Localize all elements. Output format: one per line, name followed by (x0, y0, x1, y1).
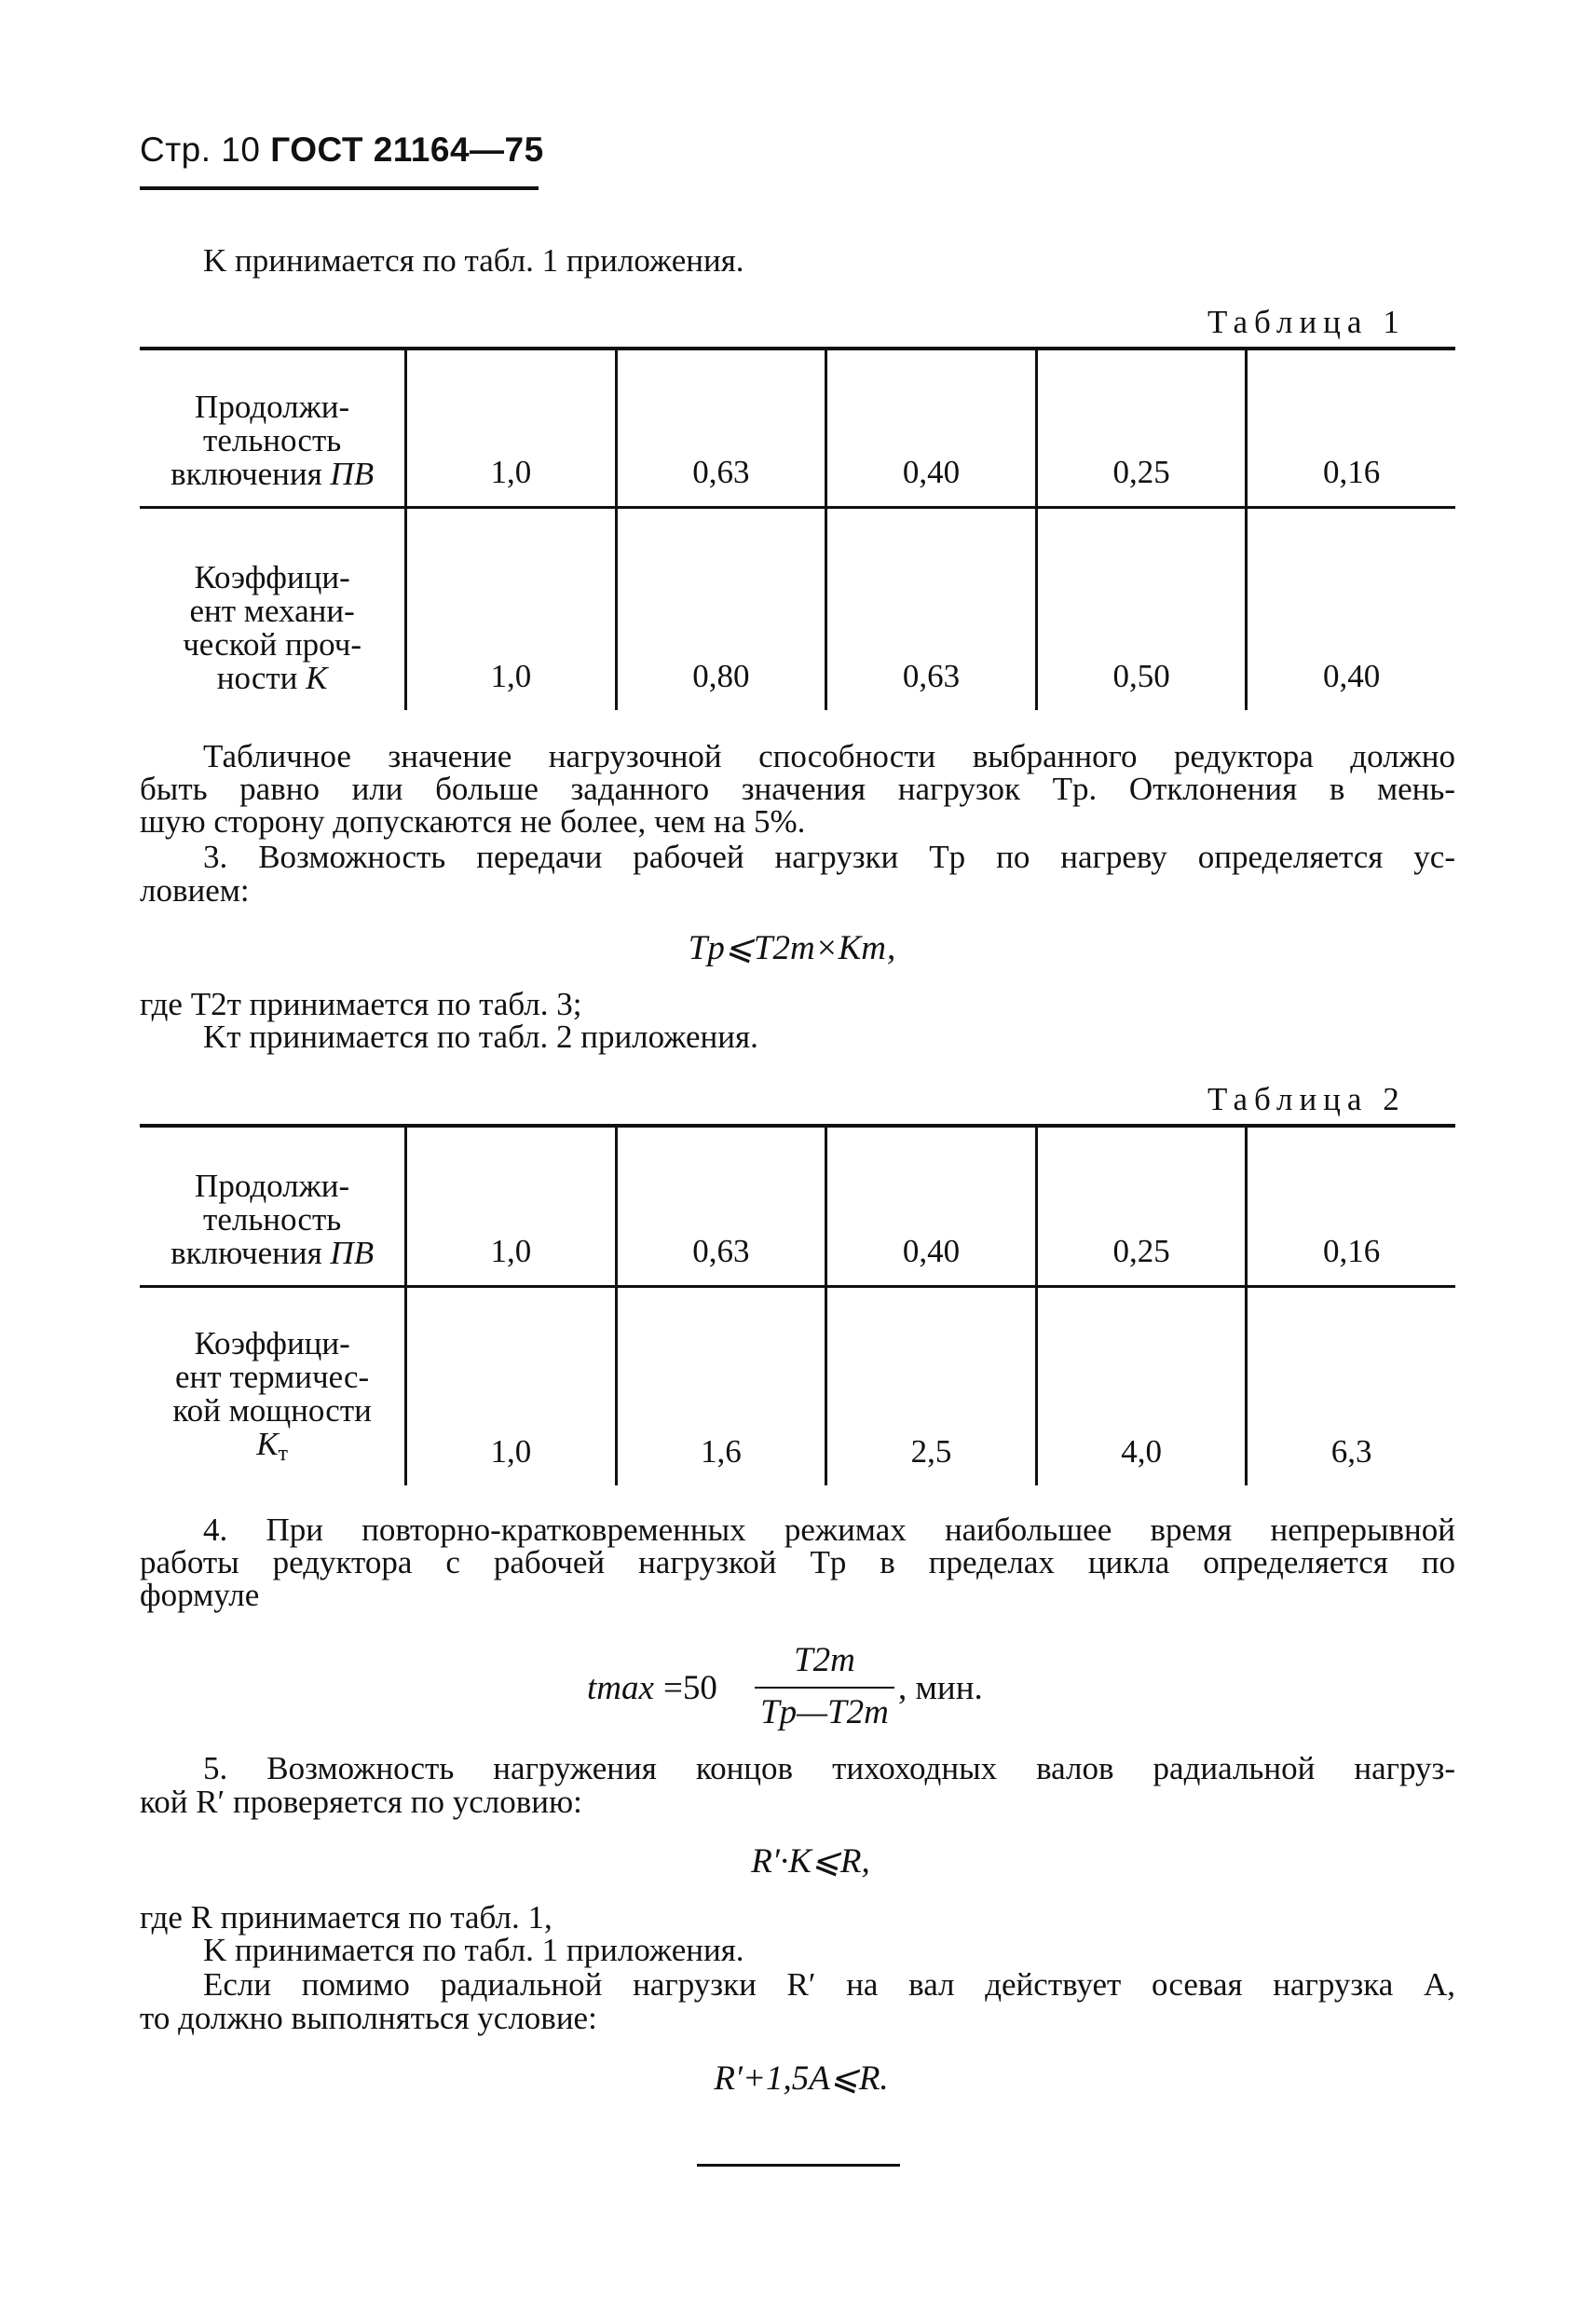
para-line: быть равно или больше заданного значения нагрузок Tр. Отклонения в мень- (140, 771, 1455, 807)
table2-cell: 0,16 (1247, 1126, 1455, 1286)
formula-axial (606, 2058, 997, 2099)
end-rule (697, 2164, 900, 2167)
formula-tmax-coef: =50 (663, 1669, 717, 1707)
item-3 (140, 841, 1455, 873)
table-1 (140, 347, 1455, 710)
table2-cell: 1,0 (406, 1126, 616, 1286)
item3-line: 3. Возможность передачи рабочей нагрузки Tр по нагреву определяется ус- (203, 839, 1455, 875)
table1-cell: 0,40 (1247, 507, 1455, 710)
table1-row-label: Коэффици- ент механи- ческой проч- ности K (140, 507, 406, 710)
item3-line-2: ловием: (140, 872, 250, 909)
table1-cell: 0,63 (826, 507, 1037, 710)
formula-tmax (587, 1640, 1025, 1733)
table1-cell: 0,63 (616, 349, 826, 507)
intro-line: K принимается по табл. 1 приложения. (203, 242, 744, 279)
table2-cell: 0,63 (616, 1126, 826, 1286)
page-header (140, 130, 544, 170)
formula-heat (596, 927, 988, 968)
where2-line: где R принимается по табл. 1, (140, 1899, 552, 1936)
formula-radial (615, 1840, 1006, 1881)
table-2 (140, 1124, 1455, 1485)
item-4 (140, 1513, 1455, 1579)
intro-text (203, 244, 744, 277)
table2-cell: 0,25 (1036, 1126, 1247, 1286)
table2-row-label: Коэффици- ент термичес- кой мощности $K_т$ (140, 1286, 406, 1485)
item-5 (140, 1752, 1455, 1785)
table1-row-duty (140, 349, 1455, 507)
where2-line: K принимается по табл. 1 приложения. (203, 1932, 744, 1968)
para-line: Табличное значение нагрузочной способности выбранного редуктора должно (203, 738, 1455, 774)
item5-line: 5. Возможность нагружения концов тихоходных валов радиальной нагруз- (203, 1750, 1455, 1786)
axial-line: Если помимо радиальной нагрузки R′ на вал действует осевая нагрузка A, (203, 1966, 1455, 2003)
standard-code: ГОСТ 21164—75 (270, 130, 544, 169)
table2-caption: Таблица 2 (1207, 1081, 1406, 1117)
item4-line-3: формуле (140, 1577, 260, 1613)
formula-radial-text: R′·K⩽R, (751, 1842, 870, 1881)
where1-line: Kт принимается по табл. 2 приложения. (203, 1019, 758, 1055)
table1-cell: 0,25 (1036, 349, 1247, 507)
formula-tmax-denominator: Tр—T2т (760, 1693, 889, 1731)
formula-tmax-numerator: T2т (794, 1641, 855, 1679)
table1-cell: 1,0 (406, 349, 616, 507)
formula-tmax-unit: , мин. (898, 1669, 983, 1707)
table1-cell: 0,40 (826, 349, 1037, 507)
table2-cell: 6,3 (1247, 1286, 1455, 1485)
fraction-bar (755, 1687, 894, 1689)
formula-tmax-lhs: tmax (587, 1669, 654, 1707)
table2-row-coef (140, 1286, 1455, 1485)
formula-axial-text: R′+1,5A⩽R. (714, 2059, 889, 2098)
table2-cell: 1,0 (406, 1286, 616, 1485)
para-line-last: шую сторону допускаются не более, чем на 5%. (140, 803, 806, 840)
table1-cell: 0,80 (616, 507, 826, 710)
item5-line-2: кой R′ проверяется по условию: (140, 1784, 582, 1820)
table1-row-label: Продолжи- тельность включения ПВ (140, 349, 406, 507)
table1-cell: 1,0 (406, 507, 616, 710)
table1-row-coef (140, 507, 1455, 710)
where-2 (140, 1901, 744, 1966)
header-rule (140, 186, 539, 190)
table2-cell: 0,40 (826, 1126, 1037, 1286)
where1-line: где T2т принимается по табл. 3; (140, 986, 582, 1022)
para-axial (140, 1968, 1455, 2001)
item4-line: 4. При повторно-кратковременных режимах наибольшее время непрерывной (203, 1512, 1455, 1548)
page-number: Стр. 10 (140, 130, 261, 169)
para-after-table1 (140, 740, 1455, 805)
where-1 (140, 988, 758, 1053)
table2-row-duty (140, 1126, 1455, 1286)
item4-line: работы редуктора с рабочей нагрузкой Tр в пределах цикла определяется по (140, 1544, 1455, 1580)
table2-cell: 4,0 (1036, 1286, 1247, 1485)
table2-row-label: Продолжи- тельность включения ПВ (140, 1126, 406, 1286)
table2-cell: 2,5 (826, 1286, 1037, 1485)
table1-caption: Таблица 1 (1207, 304, 1406, 340)
axial-line-2: то должно выполняться условие: (140, 2000, 597, 2036)
table1-cell: 0,16 (1247, 349, 1455, 507)
table1-cell: 0,50 (1036, 507, 1247, 710)
formula-heat-text: Tр⩽T2т×Kт, (688, 929, 896, 967)
table2-cell: 1,6 (616, 1286, 826, 1485)
